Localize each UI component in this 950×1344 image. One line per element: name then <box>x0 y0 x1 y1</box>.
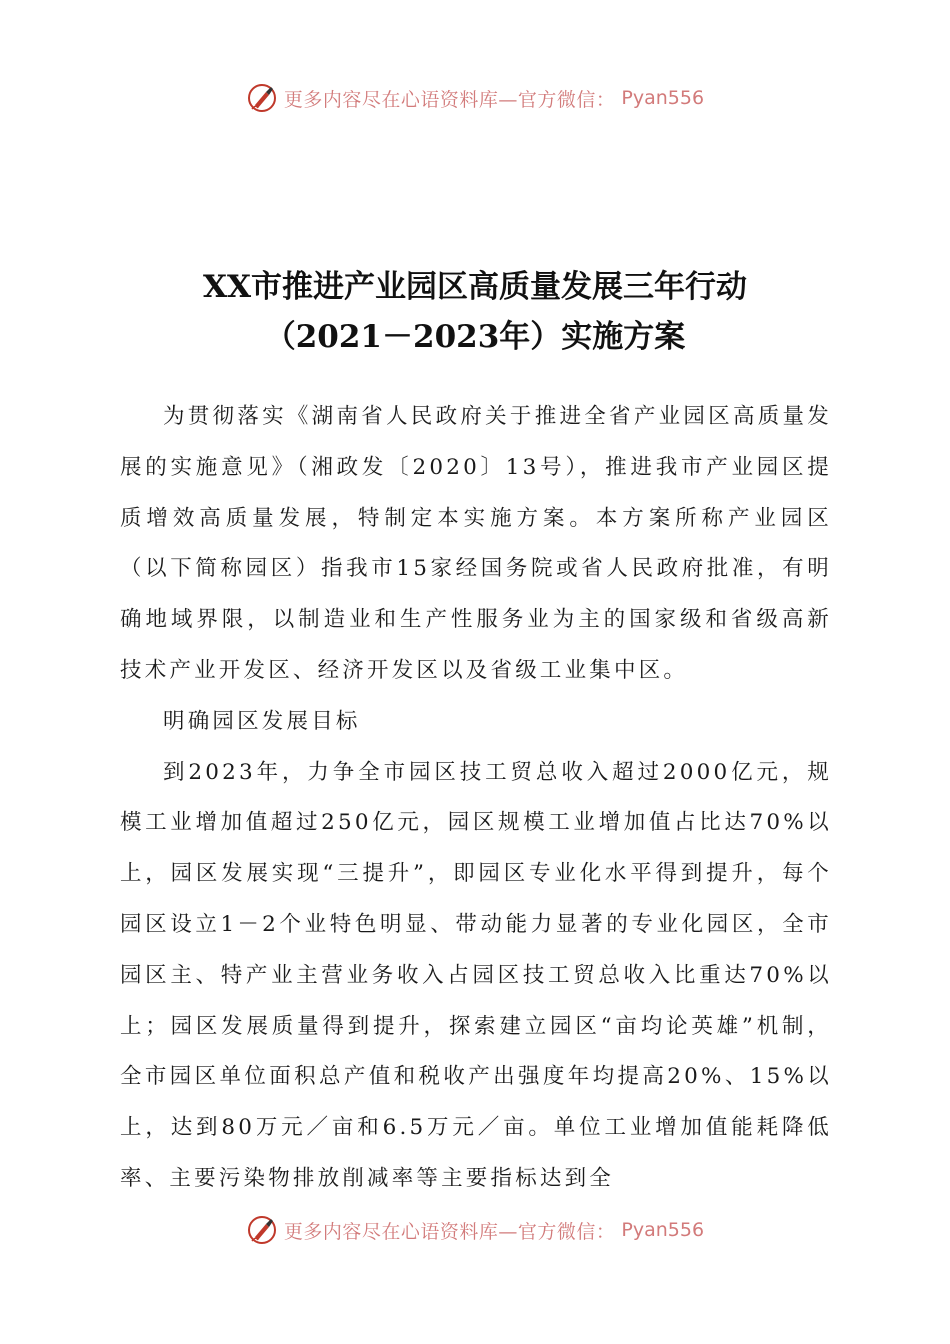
section-heading: 明确园区发展目标 <box>163 708 361 734</box>
watermark-text: 更多内容尽在心语资料库—官方微信： <box>283 1220 616 1243</box>
title-line-1: XX市推进产业园区高质量发展三年行动 <box>202 269 748 305</box>
fountain-pen-logo-icon <box>246 82 278 114</box>
footer-watermark <box>0 1214 950 1246</box>
fountain-pen-logo-icon <box>246 1214 278 1246</box>
watermark-text: 更多内容尽在心语资料库—官方微信： <box>283 88 616 111</box>
watermark-wechat-id: Pyan556 <box>621 87 705 109</box>
title-line-2: （2021－2023年）实施方案 <box>264 319 686 355</box>
document-title <box>0 262 950 362</box>
watermark-wechat-id: Pyan556 <box>621 1219 705 1241</box>
goals-paragraph: 到2023年，力争全市园区技工贸总收入超过2000亿元，规模工业增加值超过250亿元，园区规模工业增加值占比达70%以上，园区发展实现“三提升”，即园区专业化水平得到提升，每个园区设立1－2个业特色明显、带动能力显著的专业化园区，全市园区主、特产业主营业务收入占园区技工贸总收入比重达70%以上；园区发展质量得到提升，探索建立园区“亩均论英雄”机制，全市园区单位面积总产值和税收产出强度年均提高20%、15%以上，达到80万元／亩和6.5万元／亩。单位工业增加值能耗降低率、主要污染物排放削减率等主要指标达到全 <box>120 759 832 1191</box>
document-body <box>120 392 832 1205</box>
header-watermark <box>0 82 950 114</box>
intro-paragraph: 为贯彻落实《湖南省人民政府关于推进全省产业园区高质量发展的实施意见》（湘政发〔2020〕13号），推进我市产业园区提质增效高质量发展，特制定本实施方案。本方案所称产业园区（以下简称园区）指我市15家经国务院或省人民政府批准，有明确地域界限，以制造业和生产性服务业为主的国家级和省级高新技术产业开发区、经济开发区以及省级工业集中区。 <box>120 404 832 683</box>
